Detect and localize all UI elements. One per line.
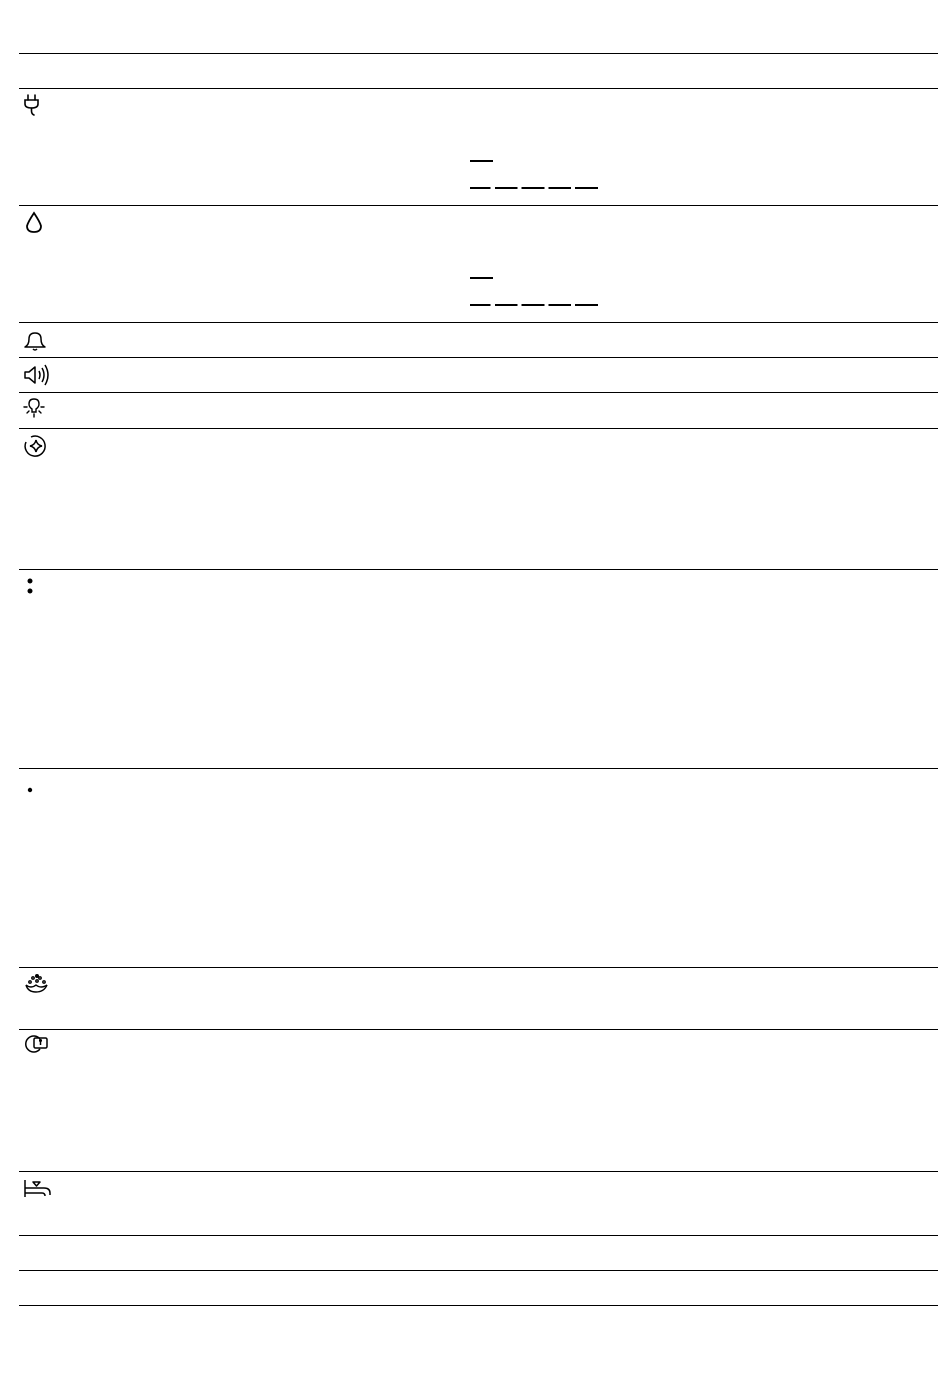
two-dots-icon [22,577,52,603]
bell-icon [22,329,52,355]
blank-line-short [470,277,493,279]
row-divider [19,1270,938,1271]
row-divider [19,322,938,323]
bubbles-basin-icon [22,973,52,999]
light-bulb-icon [22,397,52,423]
row-divider [19,768,938,769]
row-divider [19,1171,938,1172]
table-header-rule [19,88,938,89]
row-divider [19,205,938,206]
row-divider [19,569,938,570]
row-divider [19,967,938,968]
row-divider [19,428,938,429]
blank-line-long [470,304,600,306]
row-divider [19,1235,938,1236]
table-bottom-rule [19,1305,938,1306]
sparkle-clock-icon [22,434,52,460]
water-tap-icon [22,1177,52,1203]
blank-line-short [470,160,493,162]
table-top-rule [19,53,938,54]
one-dot-icon [22,780,52,806]
power-plug-icon [22,93,52,119]
water-drop-icon [22,211,52,237]
row-divider [19,392,938,393]
blank-line-long [470,187,600,189]
speaker-volume-icon [22,363,52,389]
lock-cup-icon [22,1034,52,1060]
row-divider [19,357,938,358]
row-divider [19,1029,938,1030]
